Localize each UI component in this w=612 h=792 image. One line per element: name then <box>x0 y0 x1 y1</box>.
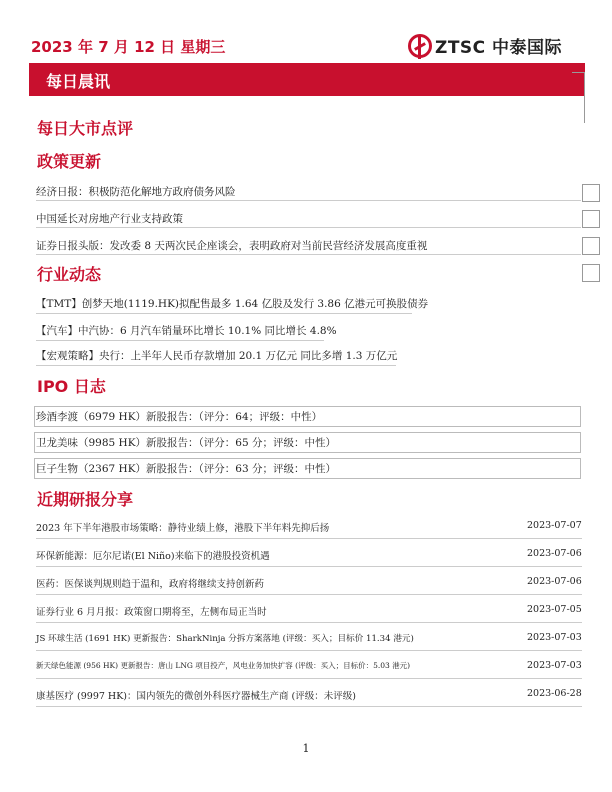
research-title[interactable]: 证券行业 6 月月报：政策窗口期将至，左侧布局正当时 <box>36 607 267 618</box>
section-industry: 行业动态 <box>37 265 102 284</box>
divider <box>36 340 324 341</box>
checkbox[interactable] <box>582 210 600 228</box>
divider <box>36 200 581 201</box>
checkbox[interactable] <box>582 237 600 255</box>
research-date: 2023-06-28 <box>527 688 582 699</box>
ztsc-logo-icon <box>408 34 432 58</box>
page-number: 1 <box>302 742 310 755</box>
research-title[interactable]: 环保新能源：厄尔尼诺(El Niño)来临下的港股投资机遇 <box>36 551 270 562</box>
section-ipo: IPO 日志 <box>37 377 106 396</box>
title-banner <box>29 63 585 96</box>
research-date: 2023-07-05 <box>527 604 582 615</box>
report-date: 2023 年 7 月 12 日 星期三 <box>31 38 226 56</box>
industry-item: 【汽车】中汽协：6 月汽车销量环比增长 10.1% 同比增长 4.8% <box>36 325 337 337</box>
section-research: 近期研报分享 <box>37 490 134 509</box>
policy-item: 经济日报：积极防范化解地方政府债务风险 <box>36 186 236 198</box>
divider <box>36 566 582 567</box>
divider <box>36 365 396 366</box>
research-date: 2023-07-03 <box>527 632 582 643</box>
checkbox[interactable] <box>582 184 600 202</box>
divider <box>36 622 582 623</box>
ipo-item: 巨子生物（2367 HK）新股报告：（评分：63 分；评级：中性） <box>36 463 337 475</box>
research-date: 2023-07-07 <box>527 520 582 531</box>
policy-item: 证券日报头版：发改委 8 天两次民企座谈会，表明政府对当前民营经济发展高度重视 <box>36 240 428 252</box>
research-date: 2023-07-03 <box>527 660 582 671</box>
divider <box>36 650 582 651</box>
divider <box>36 706 582 707</box>
banner-title: 每日晨讯 <box>46 72 111 91</box>
divider <box>36 254 581 255</box>
research-title[interactable]: 2023 年下半年港股市场策略：静待业绩上修，港股下半年料先抑后扬 <box>36 523 330 534</box>
divider <box>36 313 412 314</box>
section-policy: 政策更新 <box>37 152 102 171</box>
section-market-review: 每日大市点评 <box>37 119 134 138</box>
brand-name: ZTSC 中泰国际 <box>435 38 563 58</box>
policy-item: 中国延长对房地产行业支持政策 <box>36 213 183 225</box>
divider <box>36 678 582 679</box>
industry-item: 【宏观策略】央行：上半年人民币存款增加 20.1 万亿元 同比多增 1.3 万亿元 <box>36 350 398 362</box>
checkbox[interactable] <box>582 264 600 282</box>
divider <box>36 227 581 228</box>
research-title[interactable]: 医药：医保谈判规则趋于温和，政府将继续支持创新药 <box>36 579 265 590</box>
research-date: 2023-07-06 <box>527 548 582 559</box>
ipo-item: 卫龙美味（9985 HK）新股报告：（评分：65 分；评级：中性） <box>36 437 337 449</box>
divider <box>36 538 582 539</box>
research-title[interactable]: 康基医疗 (9997 HK)：国内领先的微创外科医疗器械生产商 (评级：未评级) <box>36 691 356 702</box>
ipo-item: 珍酒李渡（6979 HK）新股报告：（评分：64；评级：中性） <box>36 411 323 423</box>
research-title[interactable]: 新天绿色能源 (956 HK) 更新报告：唐山 LNG 项目投产，风电业务加快扩容 (评级：买入；目标价：5.03 港元) <box>36 661 411 670</box>
banner-leader-line <box>572 72 585 123</box>
divider <box>36 594 582 595</box>
industry-item: 【TMT】创梦天地(1119.HK)拟配售最多 1.64 亿股及发行 3.86 亿港元可换股债券 <box>36 298 429 310</box>
research-title[interactable]: JS 环球生活 (1691 HK) 更新报告：SharkNinja 分拆方案落地 (评级：买入；目标价 11.34 港元) <box>36 634 414 644</box>
research-date: 2023-07-06 <box>527 576 582 587</box>
company-logo <box>408 33 562 58</box>
